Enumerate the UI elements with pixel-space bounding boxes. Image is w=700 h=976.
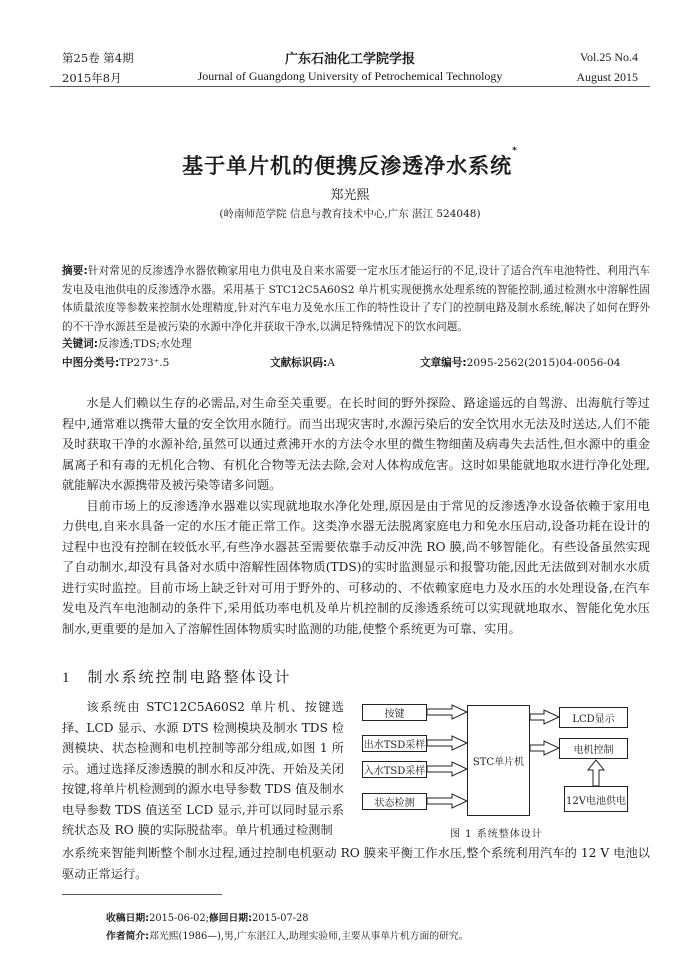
abstract-label: 摘要:: [62, 265, 88, 277]
arrow-inlet-to-mcu: [427, 762, 467, 776]
figure-caption: 图 1 系统整体设计: [450, 829, 543, 840]
journal-title-en: Journal of Guangdong University of Petrochemical Technology: [197, 69, 503, 83]
footnote-rule: [62, 894, 222, 895]
author-name: 郑光熙: [330, 188, 370, 203]
keywords-text: 反渗透;TDS;水处理: [98, 338, 192, 350]
arrow-status-to-mcu: [427, 794, 467, 808]
clc-number: [62, 355, 169, 370]
abstract-text: 针对常见的反渗透净水器依赖家用电力供电及自来水需要一定水压才能运行的不足,设计了适合汽车电池特性、利用汽车发电及电池供电的反渗透净水器。采用基于 STC12C5A60S2 单片机实现便携水处理系统的智能控制,通过检测水中溶解性固体质量浓度等参数来控制水处理精度,针对汽车电力及免水压工作的特性设计了专门的控制电路及制水系统,解决了如何在野外的不干净水源甚至是被污染的水源中净化并获取干净水,以满足特殊情况下的饮水问题。: [62, 265, 650, 333]
header-rule: [50, 86, 650, 87]
author-bio: [106, 928, 468, 942]
block-lcd-display: LCD显示: [559, 707, 628, 728]
block-stc-mcu: STC单片机: [467, 705, 530, 816]
paragraph: 目前市场上的反渗透净水器难以实现就地取水净化处理,原因是由于常见的反渗透净水设备依赖于家用电力供电,自来水具备一定的水压才能正常工作。这类净水器无法脱离家庭电力和免水压启动,设备功耗在设计的过程中也没有控制在较低水平,有些净水器甚至需要依靠手动反冲洗 RO 膜,尚不够智能化。有些设备虽然实现了自动制水,却没有具备对水质中溶解性固体物质(TDS)的实时监测显示和报警功能,因此无法做到对制水水质进行实时监控。目前市场上缺乏针对可用于野外的、可移动的、不依赖家庭电力及水压的水处理设备,在汽车发电及汽车电池制动的条件下,采用低功率电机及单片机控制的反渗透系统可以实现就地取水、智能化免水压制水,更重要的是加入了溶解性固体物质实时监测的功能,使整个系统更为可靠、实用。: [62, 498, 650, 636]
paragraph: 该系统由 STC12C5A60S2 单片机、按键选择、LCD 显示、水源 DTS 检测模块及制水 TDS 检测模块、状态检测和电机控制等部分组成,如图 1 所示。通过选择反渗透膜的制水和反冲洗、开始及关闭按键,将单片机检测到的源水电导参数 TDS 值及制水电导参数 TDS 值送至 LCD 显示,并可以同时显示系统状态及 RO 膜的实际脱盐率。单片机通过检测制: [62, 700, 344, 837]
clc-value: TP273⁺.5: [119, 357, 170, 369]
keywords: [62, 336, 192, 351]
volume-issue-en: Vol.25 No.4: [579, 50, 638, 64]
arrow-mcu-to-motor: [530, 741, 559, 755]
article-number: [420, 355, 620, 370]
abstract: [62, 262, 650, 336]
section1-paragraph-continued: 水系统来智能判断整个制水过程,通过控制电机驱动 RO 膜来平衡工作水压,整个系统利用汽车的 12 V 电池以驱动正常运行。: [62, 846, 650, 881]
journal-title-cn: 广东石油化工学院学报: [284, 52, 415, 67]
received-dates: [106, 910, 309, 924]
received-label: 收稿日期:: [106, 913, 150, 924]
bio-label: 作者简介:: [106, 931, 150, 942]
article-no-value: 2095-2562(2015)04-0056-04: [466, 357, 621, 369]
revised-date: 2015-07-28: [252, 913, 309, 924]
intro-text: [62, 393, 650, 639]
block-status-detection: 状态检测: [362, 793, 427, 810]
block-motor-control: 电机控制: [559, 738, 628, 759]
date-cn: 2015年8月: [62, 71, 122, 85]
date-en: August 2015: [576, 70, 638, 84]
arrow-mcu-to-lcd: [530, 710, 559, 724]
arrow-keys-to-mcu: [427, 705, 467, 719]
block-outlet-tds-sampling: 出水TSD采样: [362, 735, 427, 752]
author-affiliation: (岭南师范学院 信息与教育技术中心,广东 湛江 524048): [219, 208, 481, 220]
block-inlet-tds-sampling: 入水TSD采样: [362, 761, 427, 778]
section-title: 制水系统控制电路整体设计: [87, 668, 292, 686]
article-title: [0, 146, 700, 180]
arrow-outlet-to-mcu: [427, 736, 467, 750]
doc-code-label: 文献标识码:: [270, 357, 328, 369]
revised-label: 修回日期:: [208, 913, 253, 924]
volume-issue-cn: 第25卷 第4期: [62, 51, 134, 65]
received-date: 2015-06-02;: [149, 913, 209, 924]
section1-paragraph: [62, 697, 344, 841]
document-code: [270, 355, 335, 370]
section-heading: [62, 666, 292, 687]
article-title-text: 基于单片机的便携反渗透净水系统: [182, 154, 513, 178]
doc-code-value: A: [327, 357, 335, 369]
title-footnote-mark: *: [512, 146, 518, 156]
arrow-power-to-motor: [588, 760, 604, 786]
bio-text: 郑光熙(1986—),男,广东湛江人,助理实验师,主要从事单片机方面的研究。: [149, 931, 469, 942]
paragraph: 水是人们赖以生存的必需品,对生命至关重要。在长时间的野外探险、路途遥远的自驾游、出海航行等过程中,通常难以携带大量的安全饮用水随行。而当出现灾害时,水源污染后的安全饮用水无法及时送达,人们不能及时获取干净的水源补给,虽然可以通过煮沸开水的方法令水里的微生物细菌及病毒失去活性,但水源中的重金属离子和有毒的无机化合物、有机化合物等无法去除,会对人体构成危害。这时如果能就地取水进行净化处理,就能解决水源携带及被污染等诸多问题。: [62, 396, 650, 492]
block-keys: 按键: [362, 704, 427, 721]
article-no-label: 文章编号:: [420, 357, 467, 369]
clc-label: 中图分类号:: [62, 357, 120, 369]
block-12v-battery: 12V电池供电: [564, 786, 628, 812]
figure-1-system-diagram: [340, 695, 660, 845]
section-number: 1: [62, 670, 72, 686]
keywords-label: 关键词:: [62, 338, 99, 350]
